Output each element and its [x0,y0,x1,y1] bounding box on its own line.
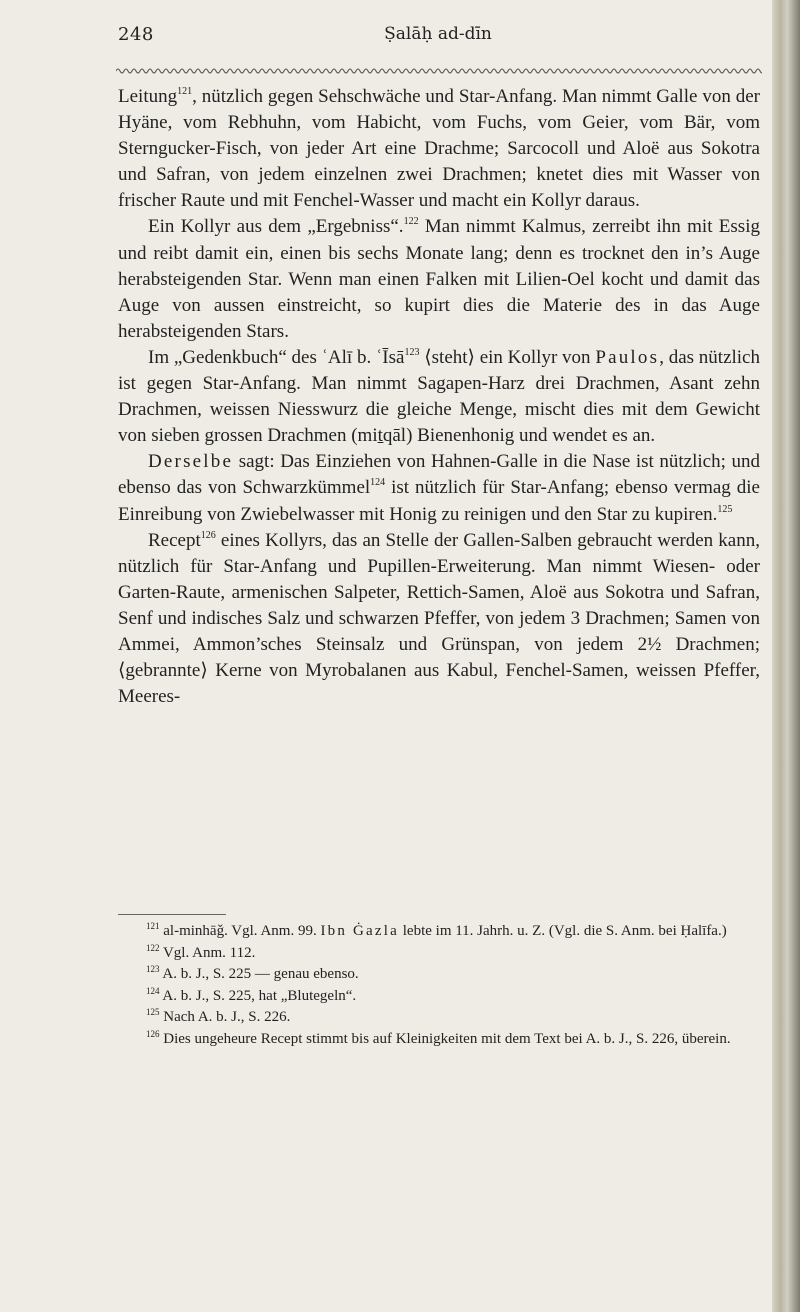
running-title: Ṣalāḥ ad-dīn [384,24,492,44]
spaced-name: Paulos [595,346,660,368]
text-run: al-minhāǧ. Vgl. Anm. 99. [159,923,321,939]
paragraph-2 [118,214,760,344]
footnote-ref: 125 [717,503,733,515]
footnote-ref: 122 [146,942,160,953]
header-wavy-rule [116,66,762,76]
text-run: Nach A. b. J., S. 226. [159,1009,291,1026]
footnote-ref: 121 [146,921,160,931]
footnote-123 [118,964,760,986]
spaced-name: Ibn Ġazla [320,923,399,939]
text-run: , nützlich gegen Sehschwäche und Star-Anfang. Man nimmt Galle von der Hyäne, vom Rebhuhn, vom Habicht, vom Fuchs, vom Geier, vom Bär, vom Sterngucker-Fisch, von jeder Art eine Drachme; Sarcocoll und Aloë aus Sokotra und Safran, von jedem einzelnen zwei Drachmen; knetet dies mit Wasser von frischer Raute und mit Fenchel-Wasser und macht ein Kollyr daraus. [118,86,760,212]
paragraph-5 [118,528,760,711]
footnote-122 [118,943,760,965]
page-header [118,20,758,54]
footnote-ref: 124 [146,985,160,996]
footnote-ref: 125 [146,1007,160,1018]
page-number: 248 [118,24,154,45]
footnote-ref: 126 [146,1028,160,1039]
paragraph-1 [118,84,760,214]
text-run: eines Kollyrs, das an Stelle der Gallen-Salben gebraucht werden kann, nützlich für Star-Anfang und Pupillen-Erweiterung. Man nimmt Wiesen- oder Garten-Raute, armenischen Salpeter, Rettich-Samen, Aloë aus Sokotra und Safran, Senf und indisches Salz und schwarzen Pfeffer, von jedem 3 Drachmen; Samen von Ammei, Ammon’sches Steinsalz und Grünspan, von jedem 2½ Drachmen; ⟨gebrannte⟩ Kerne von Myrobalanen aus Kabul, Fenchel-Samen, weissen Pfeffer, Meeres- [118,529,760,708]
text-run: A. b. J., S. 225, hat „Blutegeln“. [159,987,357,1004]
text-run: Recept [148,529,201,551]
spaced-name: Derselbe [148,451,234,473]
paragraph-3 [118,345,760,449]
text-run: ist nützlich für Star-Anfang; ebenso vermag die Einreibung von Zwiebelwasser mit Honig zu reinigen und den Star zu kupiren. [118,477,760,525]
text-run: Man nimmt Kalmus, zerreibt ihn mit Essig und reibt damit ein, einen bis sechs Monate lang; denn es trocknet den in’s Auge herabsteigenden Star. Wenn man einen Falken mit Lilien-Oel kocht und damit das Auge von aussen einstreicht, so kupirt dies die Materie des in das Auge herabsteigenden Stars. [118,216,760,342]
text-run: , das nützlich ist gegen Star-Anfang. Man nimmt Sagapen-Harz drei Drachmen, Asant zehn Drachmen, weissen Niesswurz die gleiche Menge, mischt dies mit dem Gewicht von sieben grossen Drachmen (miṯqāl) Bienenhonig und wendet es an. [118,346,760,447]
main-text [118,84,760,710]
footnotes [118,921,760,1051]
footnote-ref: 126 [200,529,216,541]
book-spine-edge [772,0,800,1312]
footnote-ref: 124 [370,477,386,489]
text-run: ⟨steht⟩ ein Kollyr von [419,346,596,368]
paragraph-4 [118,449,760,527]
footnote-ref: 122 [403,216,419,228]
text-run: Im „Gedenkbuch“ des ʿAlī b. ʿĪsā [148,346,405,368]
footnote-124 [118,986,760,1008]
text-run: Dies ungeheure Recept stimmt bis auf Kleinigkeiten mit dem Text bei A. b. J., S. 226, überein. [159,1030,731,1047]
text-run: Leitung [118,86,178,107]
text-run: sagt: Das Einziehen von Hahnen-Galle in die Nase ist nützlich; und ebenso das von Schwarzkümmel [118,451,760,499]
footnote-ref: 123 [146,964,160,975]
footnote-ref: 123 [404,346,420,358]
footnote-ref: 121 [177,86,193,97]
text-run: Vgl. Anm. 112. [159,944,256,961]
text-run: lebte im 11. Jahrh. u. Z. (Vgl. die S. Anm. bei Ḥalīfa.) [399,923,727,939]
text-run: A. b. J., S. 225 — genau ebenso. [159,966,359,983]
footnote-125 [118,1007,760,1029]
footnote-126 [118,1029,760,1051]
text-run: Ein Kollyr aus dem „Ergebniss“. [148,216,404,238]
footnote-121 [118,921,760,943]
footnote-rule [118,914,226,915]
